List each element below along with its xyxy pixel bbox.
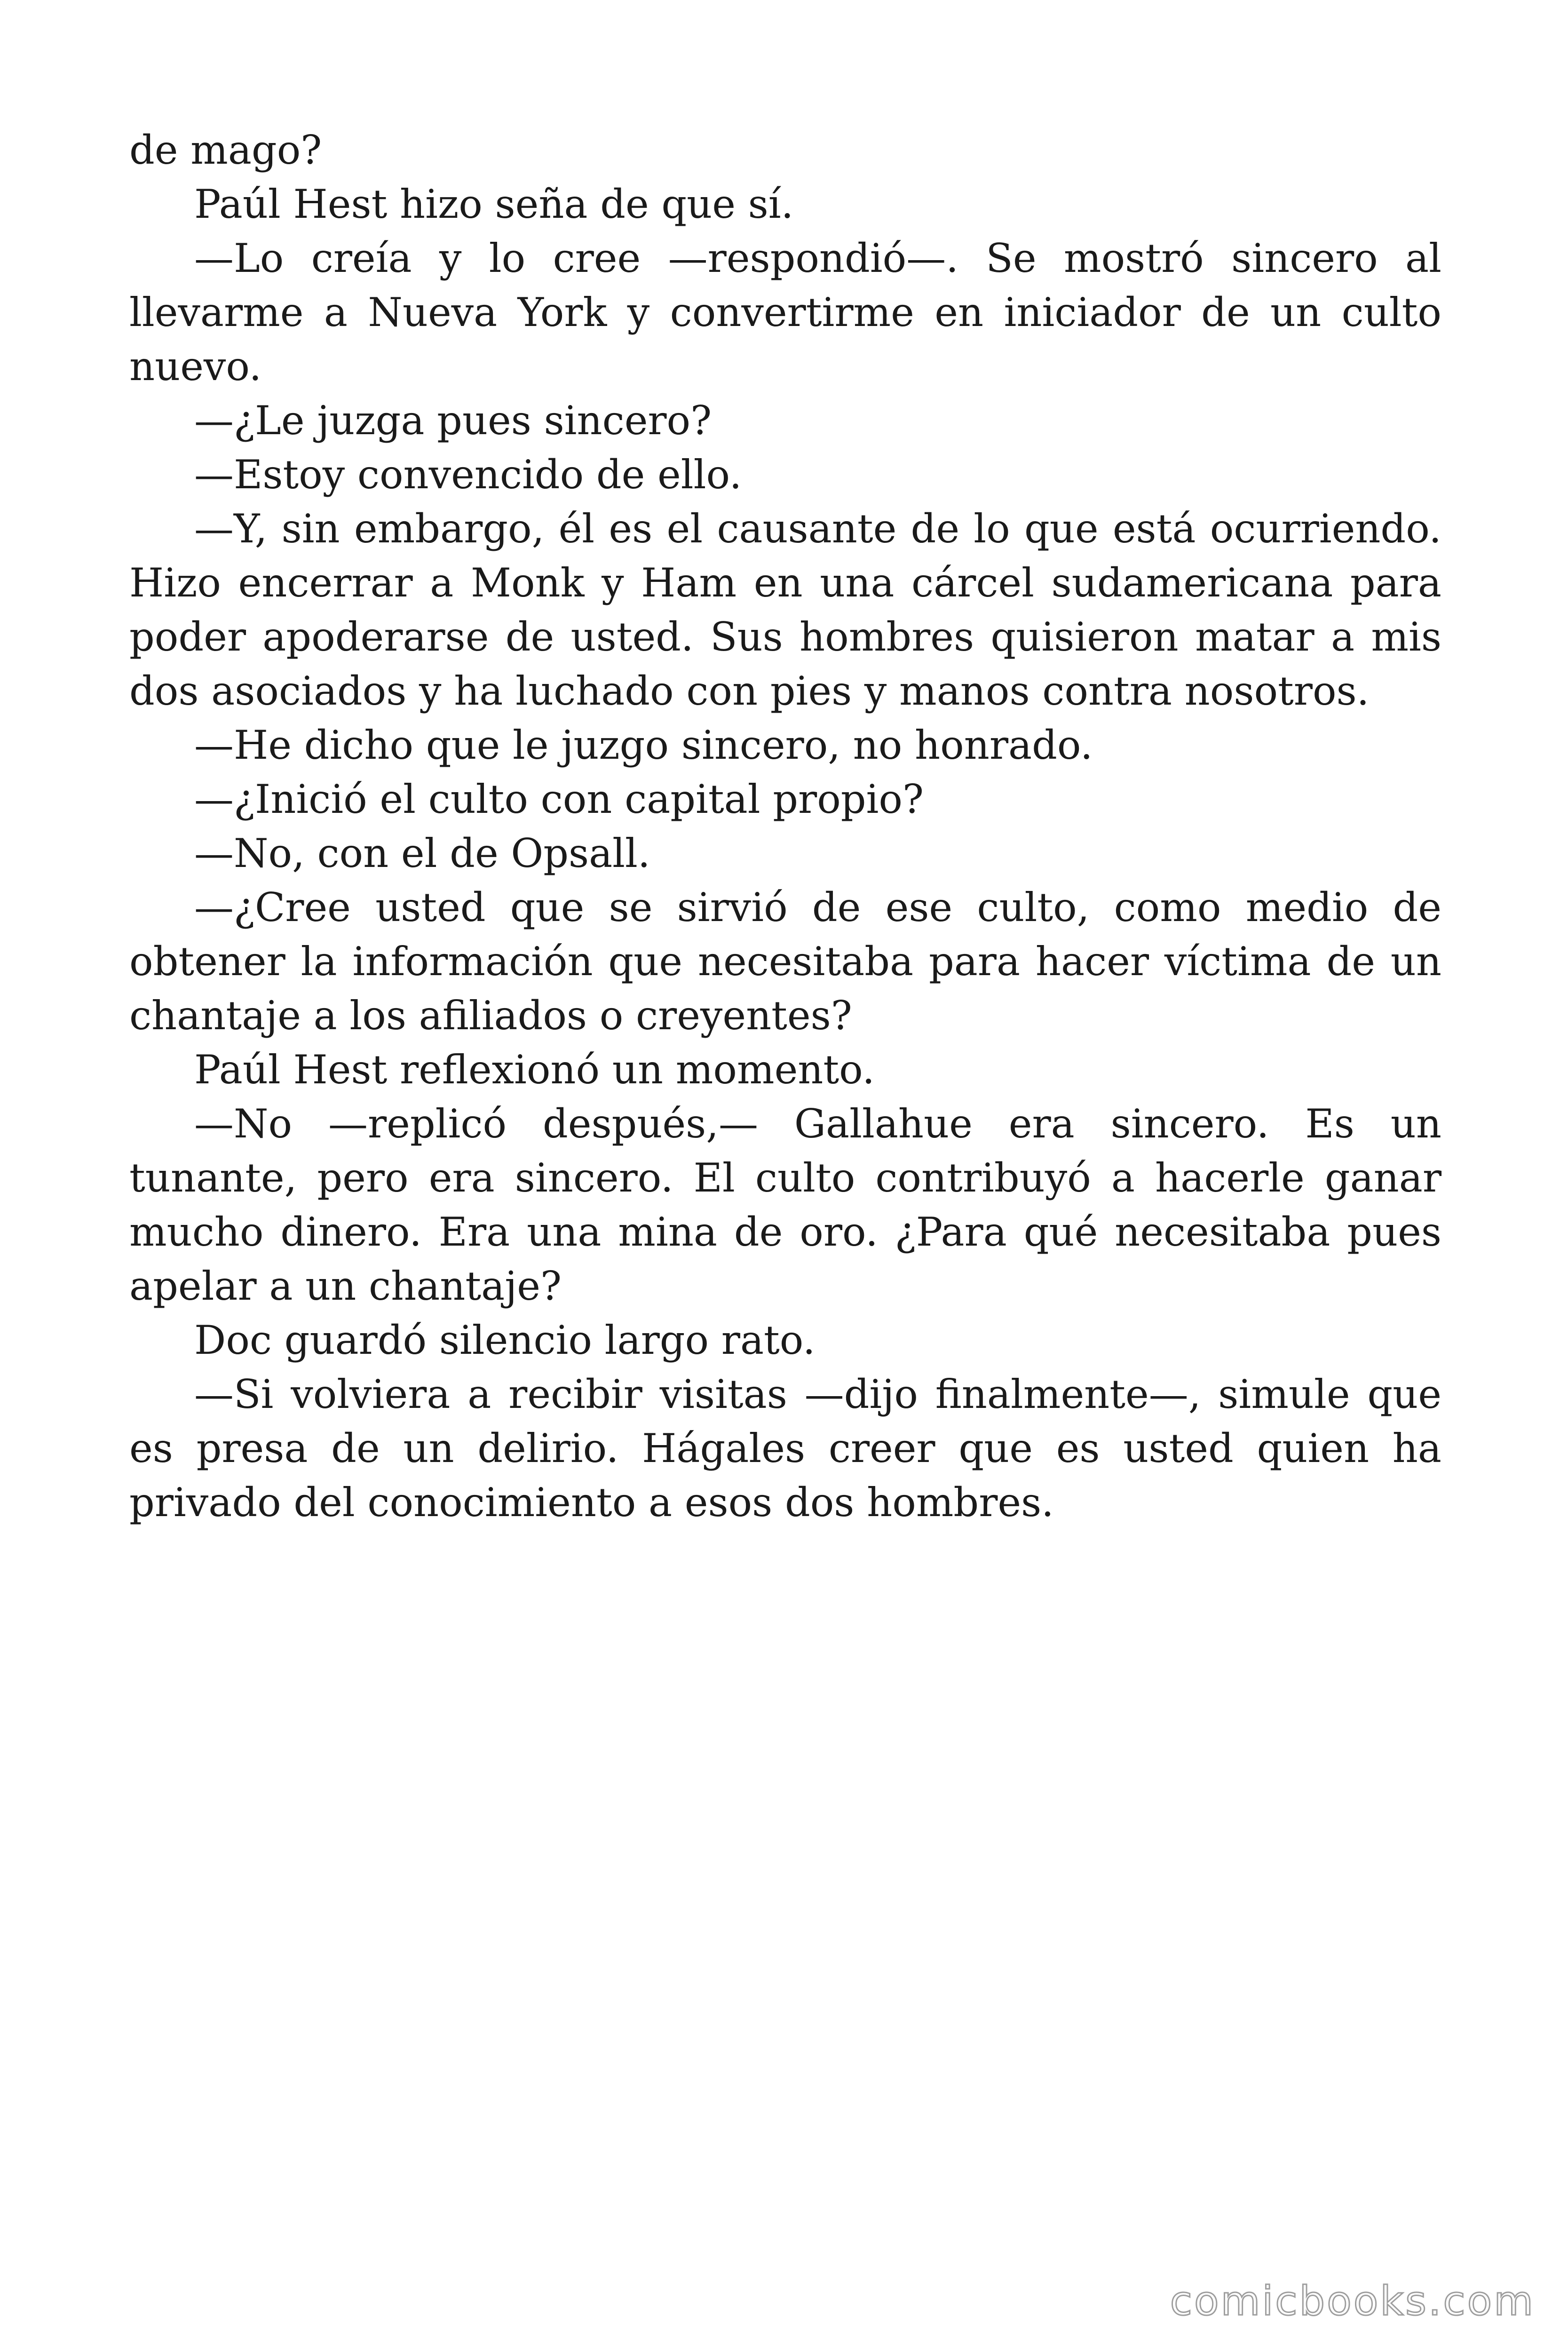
paragraph-6: —Y, sin embargo, él es el causante de lo que está ocurriendo. Hizo encerrar a Monk y Ham en una cárcel sudamericana para poder apoderarse de usted. Sus hombres quisieron matar a mis dos asociados y ha luchado con pies y manos contra nosotros. [129, 506, 1441, 714]
paragraph-8: —¿Inició el culto con capital propio? [194, 776, 924, 822]
paragraph-3: —Lo creía y lo cree —respondió—. Se mostró sincero al llevarme a Nueva York y convertirme en iniciador de un culto nuevo. [129, 235, 1441, 389]
paragraph-14: —Si volviera a recibir visitas —dijo finalmente—, simule que es presa de un delirio. Hágales creer que es usted quien ha privado del conocimiento a esos dos hombres. [129, 1371, 1441, 1526]
paragraph-4: —¿Le juzga pues sincero? [194, 397, 712, 444]
paragraph-13: Doc guardó silencio largo rato. [194, 1317, 816, 1363]
paragraph-1: de mago? [129, 127, 322, 173]
watermark-logo: comicbooks.com [1170, 2278, 1535, 2325]
page-text [129, 123, 1441, 1530]
paragraph-10: —¿Cree usted que se sirvió de ese culto, como medio de obtener la información que necesitaba para hacer víctima de un chantaje a los afiliados o creyentes? [129, 884, 1441, 1039]
paragraph-12: —No —replicó después,— Gallahue era sincero. Es un tunante, pero era sincero. El culto contribuyó a hacerle ganar mucho dinero. Era una mina de oro. ¿Para qué necesitaba pues apelar a un chantaje? [129, 1101, 1441, 1309]
paragraph-11: Paúl Hest reflexionó un momento. [194, 1047, 875, 1093]
paragraph-9: —No, con el de Opsall. [194, 830, 650, 876]
paragraph-5: —Estoy convencido de ello. [194, 452, 742, 498]
paragraph-7: —He dicho que le juzgo sincero, no honrado. [194, 722, 1093, 768]
paragraph-2: Paúl Hest hizo seña de que sí. [194, 181, 794, 227]
